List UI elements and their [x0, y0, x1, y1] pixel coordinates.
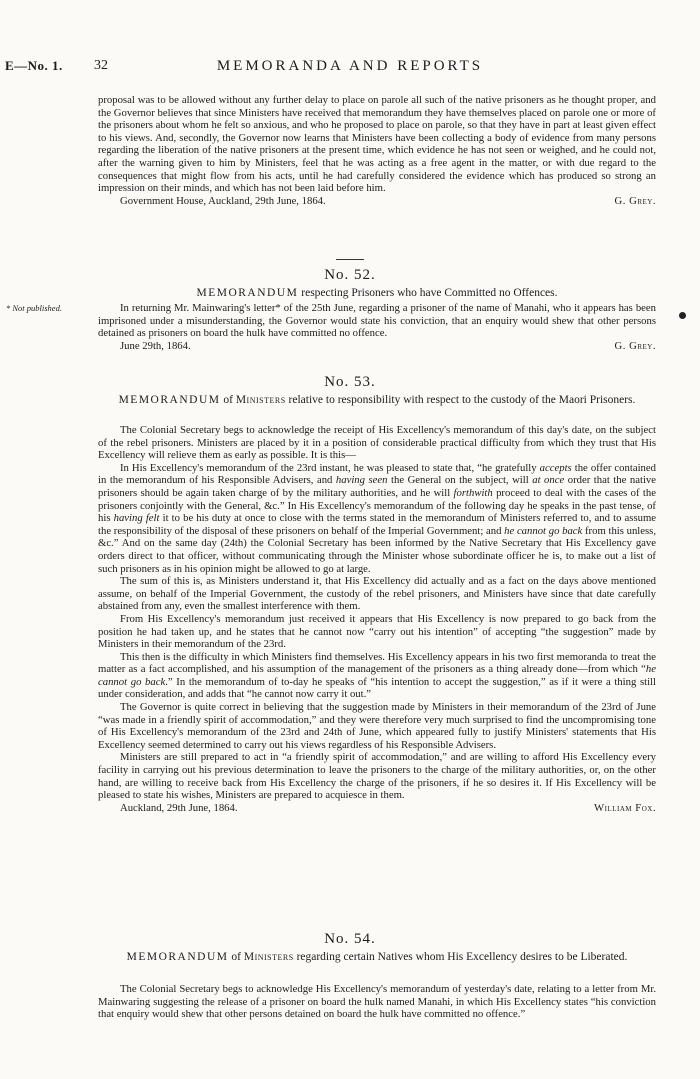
section-divider: [336, 259, 364, 260]
page-number: 32: [94, 58, 108, 73]
body-paragraph: The Colonial Secretary begs to acknowledge His Excellency's memorandum of yesterday's date, relating to a letter from Mr. Mainwaring suggesting the release of a prisoner on board the hulk named Manahi, in which His Excellency states “his conviction that enquiry would shew that other persons detained on board the hulk have committed no offence.”: [98, 983, 656, 1021]
signature: G. Grey.: [614, 339, 656, 352]
signature-line: [98, 195, 656, 208]
signature-line: [98, 340, 656, 353]
body-paragraph: Ministers are still prepared to act in “a friendly spirit of accommodation,” and are willing to afford His Excellency every facility in carrying out his previous determination to leave the prisoners to the charge of the military authorities, or, on the other hand, are willing to receive back from His Excellency the charge of the prisoners, if he so desires it. If His Excellency will be pleased to state his wishes, Ministers are prepared to acquiesce in them.: [98, 751, 656, 802]
page-header: [0, 58, 700, 80]
memo-title-54: MEMORANDUM of Ministers regarding certain Natives whom His Excellency desires to be Liberated.: [126, 951, 628, 963]
body-paragraph: The Colonial Secretary begs to acknowledge the receipt of His Excellency's memorandum of this day's date, on the subject of the rebel prisoners. Ministers are placed by it in a position of considerable practical difficulty from which they trust that His Excellency will relieve them as early as possible. It is this—: [98, 424, 656, 462]
margin-dot-mark: [679, 312, 686, 319]
continuation-paragraph: proposal was to be allowed without any further delay to place on parole all such of the native prisoners as he thought proper, and the Governor believes that since Ministers have received that memorandum they have themselves placed on parole one or more of the prisoners about whom he felt so anxious, and who he proposed to place on parole, so that they have in part at least given effect to his views. And, secondly, the Governor now learns that Ministers have been collecting a body of evidence from many persons regarding the liberation of the native prisoners at the present time, which evidence he has not seen or weighed, and he could not, after the warning given to him by Ministers, feel that he was acting as a free agent in the matter, or with due regard to the consequences that might flow from his acts, until he had carefully considered the evidence which has produced so strong an impression on their minds, and which has not been laid before him.: [98, 94, 656, 195]
running-title: MEMORANDA AND REPORTS: [216, 58, 484, 74]
previous-memo-continuation: [98, 94, 656, 207]
memo-title-52: MEMORANDUM respecting Prisoners who have Committed no Offences.: [196, 287, 558, 299]
memo-body-52: [98, 302, 656, 352]
memo-body-54: [98, 983, 656, 1021]
memo-body-53: [98, 424, 656, 814]
body-paragraph: This then is the difficulty in which Ministers find themselves. His Excellency appears in his two first memoranda to treat the matter as a fact accomplished, and his assumption of the management of the prisoners as a thing already done—from which “he cannot go back.” In the memorandum of to-day he speaks of “his intention to accept the suggestion,” as if it were a thing still under consideration, and adds that “he cannot now carry it out.”: [98, 650, 656, 701]
place-date: Government House, Auckland, 29th June, 1864.: [120, 194, 326, 207]
memo-title-53: MEMORANDUM of Ministers relative to responsibility with respect to the custody of the Maori Prisoners.: [118, 394, 636, 406]
memo-number-53: No. 53.: [324, 374, 376, 390]
signature: G. Grey.: [614, 194, 656, 207]
body-paragraph: In His Excellency's memorandum of the 23rd instant, he was pleased to state that, “he gratefully accepts the offer contained in the memorandum of his Responsible Advisers, and having seen the General on the subject, will at once order that the native prisoners should be again taken charge of by the military authorities, and he will forthwith proceed to deal with the cases of the prisoners conjointly with the General, &c.” In His Excellency's memorandum of the following day he speaks in the past tense, of his having felt it to be his duty at once to close with the terms stated in the memorandum of Ministers referred to, and to assume the responsibility of the disposal of these prisoners on behalf of the Imperial Government; and he cannot go back from this unless, &c.” And on the same day (24th) the Colonial Secretary has been informed by the Native Secretary that His Excellency gave orders direct to that officer, without communicating through the Minister whose subordinate officer he is, to make out a list of such prisoners as in his opinion might be allowed to go at large.: [98, 461, 657, 575]
signature: William Fox.: [594, 801, 656, 814]
document-reference: E—No. 1.: [5, 58, 63, 73]
body-paragraph: The sum of this is, as Ministers understand it, that His Excellency did actually and as a fact on the days above mentioned assume, on behalf of the Imperial Government, the custody of the rebel prisoners, and Ministers have since that date carefully abstained from any, even the smallest interference with them.: [98, 575, 656, 613]
signature-line: [98, 802, 656, 815]
memo-number-52: No. 52.: [324, 267, 376, 283]
margin-note: * Not published.: [6, 303, 62, 313]
body-paragraph: From His Excellency's memorandum just received it appears that His Excellency is now prepared to go back from the position he had taken up, and he states that he cannot now “carry out his intention” of accepting “the suggestion” made by Ministers in their memorandum of the 23rd.: [98, 612, 656, 651]
date-line: June 29th, 1864.: [120, 339, 191, 352]
memo-number-54: No. 54.: [324, 931, 376, 947]
body-paragraph: The Governor is quite correct in believing that the suggestion made by Ministers in their memorandum of the 23rd of June “was made in a friendly spirit of accommodation,” and they were therefore very much surprised to find the uncompromising tone of His Excellency's memorandum of the 23rd and 24th of June, which appeared fully to justify Ministers' statements that His Excellency seemed determined to carry out his views regardless of his Responsible Advisers.: [98, 701, 656, 751]
body-paragraph: In returning Mr. Mainwaring's letter* of the 25th June, regarding a prisoner of the name of Manahi, who it appears has been imprisoned under a misunderstanding, the Governor would state his conviction, that an enquiry would shew that other persons detained as prisoners on board the hulk have committed no offence.: [98, 302, 656, 340]
place-date: Auckland, 29th June, 1864.: [120, 801, 238, 814]
